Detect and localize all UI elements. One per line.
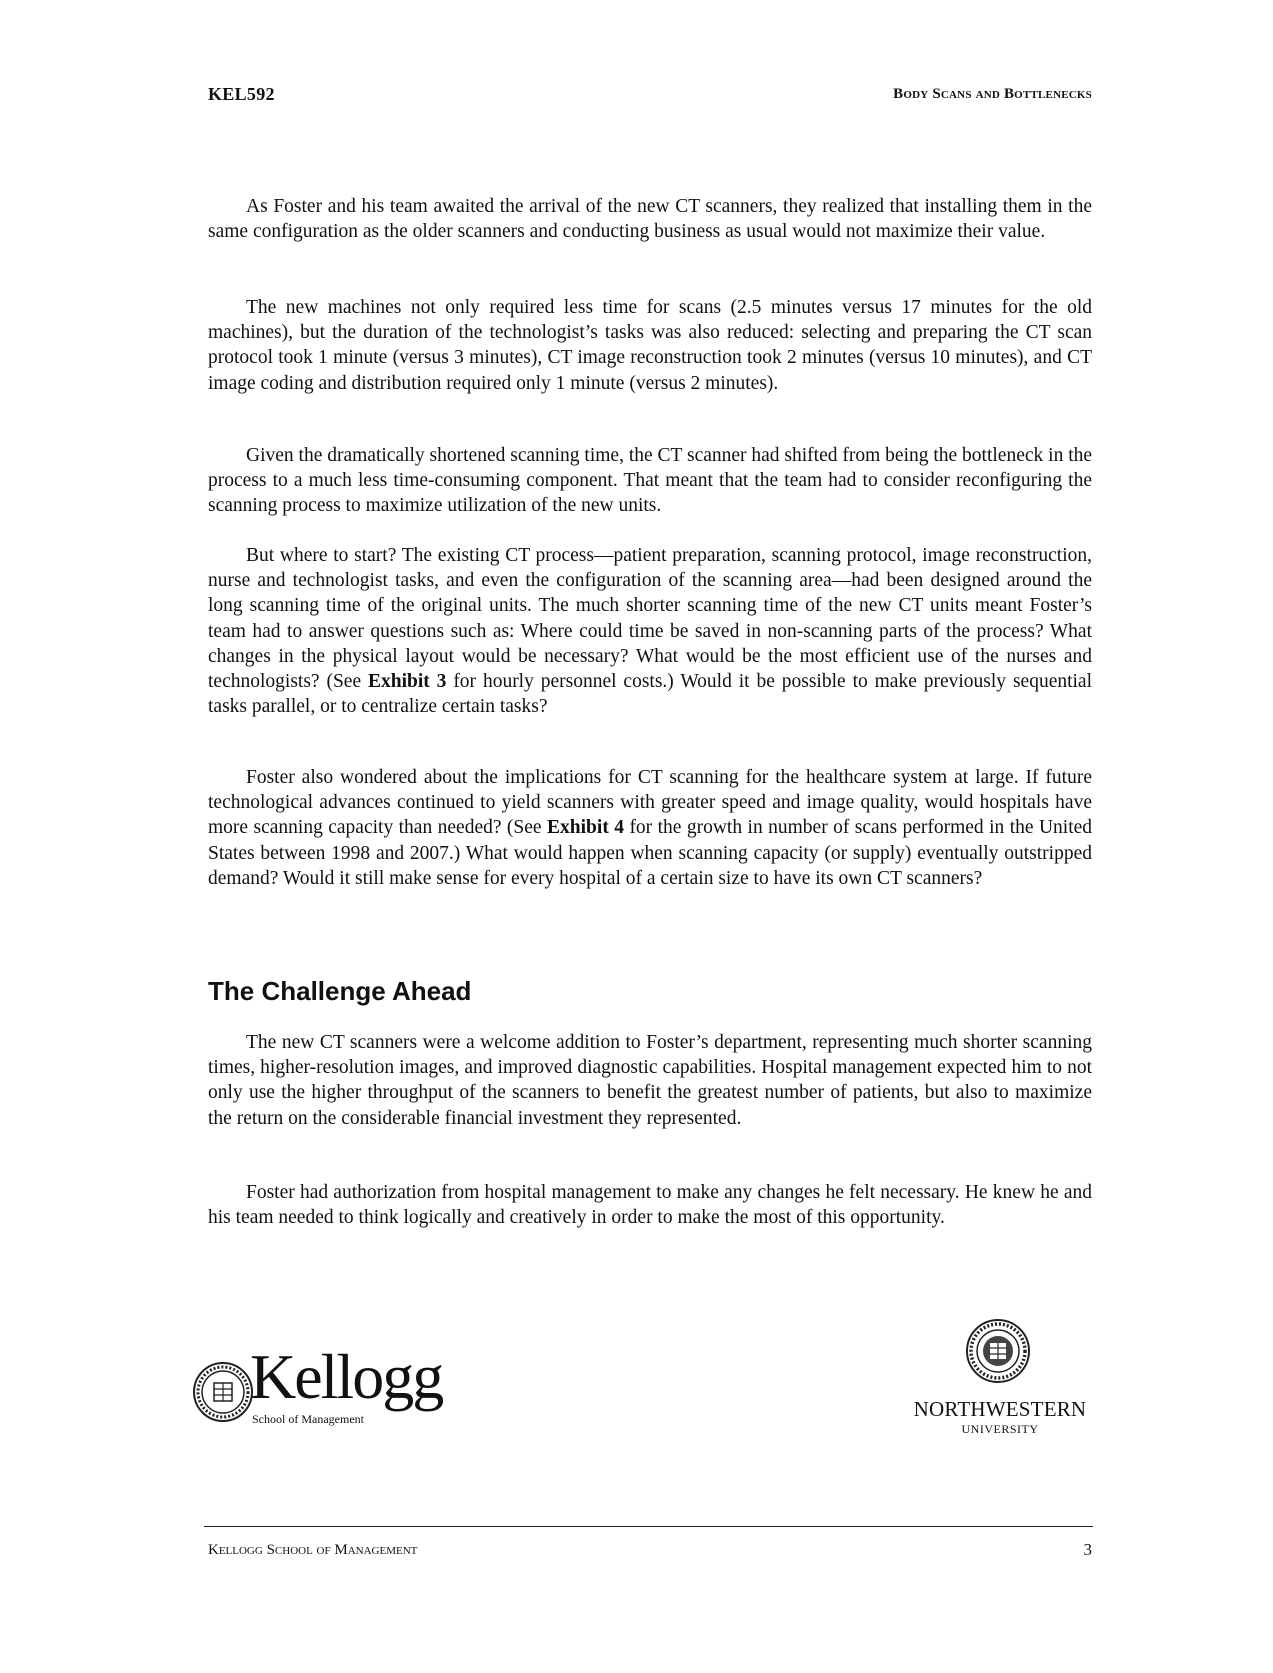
exhibit-reference: Exhibit 4 <box>547 817 624 839</box>
northwestern-wordmark: NORTHWESTERN <box>913 1397 1087 1421</box>
paragraph <box>208 765 1092 891</box>
northwestern-logo <box>905 1318 1095 1438</box>
paragraph <box>208 295 1092 396</box>
kellogg-logo <box>192 1341 452 1435</box>
paragraph <box>208 543 1092 719</box>
section-heading: The Challenge Ahead <box>208 976 472 1006</box>
footer-school: Kellogg School of Management <box>208 1542 418 1558</box>
paragraph-text <box>208 765 1092 891</box>
paragraph <box>208 1030 1092 1131</box>
university-seal-icon <box>192 1361 254 1423</box>
paragraph-text: The new machines not only required less time for scans (2.5 minutes versus 17 minutes for the old machines), but the duration of the technologist’s tasks was also reduced: selecting and preparing the CT scan protocol took 1 minute (versus 3 minutes), CT image reconstruction took 2 minutes (versus 10 minutes), and CT image coding and distribution required only 1 minute (versus 2 minutes). <box>208 297 1092 394</box>
paragraph <box>208 1180 1092 1230</box>
paragraph-text: Foster had authorization from hospital management to make any changes he felt necessary. He knew he and his team needed to think logically and creatively in order to make the most of this opportunity. <box>208 1182 1092 1229</box>
paragraph-text <box>208 543 1092 719</box>
paragraph-text: The new CT scanners were a welcome addition to Foster’s department, representing much shorter scanning times, higher-resolution images, and improved diagnostic capabilities. Hospital management expected him to not only use the higher throughput of the scanners to benefit the greatest number of patients, but also to maximize the return on the considerable financial investment they represented. <box>208 1032 1092 1129</box>
paragraph <box>208 443 1092 519</box>
paragraph-text: As Foster and his team awaited the arrival of the new CT scanners, they realized that installing them in the same configuration as the older scanners and conducting business as usual would not maximize their value. <box>208 196 1092 243</box>
university-seal-icon <box>965 1318 1031 1384</box>
paragraph-text-part: for hourly personnel costs.) Would it be possible to make previously sequential tasks parallel, or to centralize certain tasks? <box>208 671 1093 718</box>
kellogg-wordmark: Kellogg <box>250 1341 443 1412</box>
footer-divider <box>204 1526 1093 1527</box>
kellogg-subtitle: School of Management <box>252 1412 364 1426</box>
northwestern-subtitle: UNIVERSITY <box>961 1422 1039 1436</box>
exhibit-reference: Exhibit 3 <box>368 671 447 693</box>
paragraph-text-part: for the growth in number of scans performed in the United States between 1998 and 2007.) What would happen when scanning capacity (or supply) eventually outstripped demand? Would it still make sense for every hospital of a certain size to have its own CT scanners? <box>208 817 1093 889</box>
paragraph <box>208 194 1092 244</box>
page-number: 3 <box>1083 1540 1092 1559</box>
paragraph-text: Given the dramatically shortened scanning time, the CT scanner had shifted from being the bottleneck in the process to a much less time-consuming component. That meant that the team had to consider reconfiguring the scanning process to maximize utilization of the new units. <box>208 445 1093 517</box>
running-title: Body Scans and Bottlenecks <box>893 86 1092 102</box>
paragraph-text-part: But where to start? The existing CT process—patient preparation, scanning protocol, image reconstruction, nurse and technologist tasks, and even the configuration of the scanning area—had been designed around the long scanning time of the original units. The much shorter scanning time of the new CT units meant Foster’s team had to answer questions such as: Where could time be saved in non-scanning parts of the process? What changes in the physical layout would be necessary? What would be the most efficient use of the nurses and technologists? (See <box>208 545 1092 693</box>
document-code: KEL592 <box>208 84 275 104</box>
paragraph-text-part: Foster also wondered about the implications for CT scanning for the healthcare system at large. If future technological advances continued to yield scanners with greater speed and image quality, would hospitals have more scanning capacity than needed? (See <box>208 767 1092 839</box>
